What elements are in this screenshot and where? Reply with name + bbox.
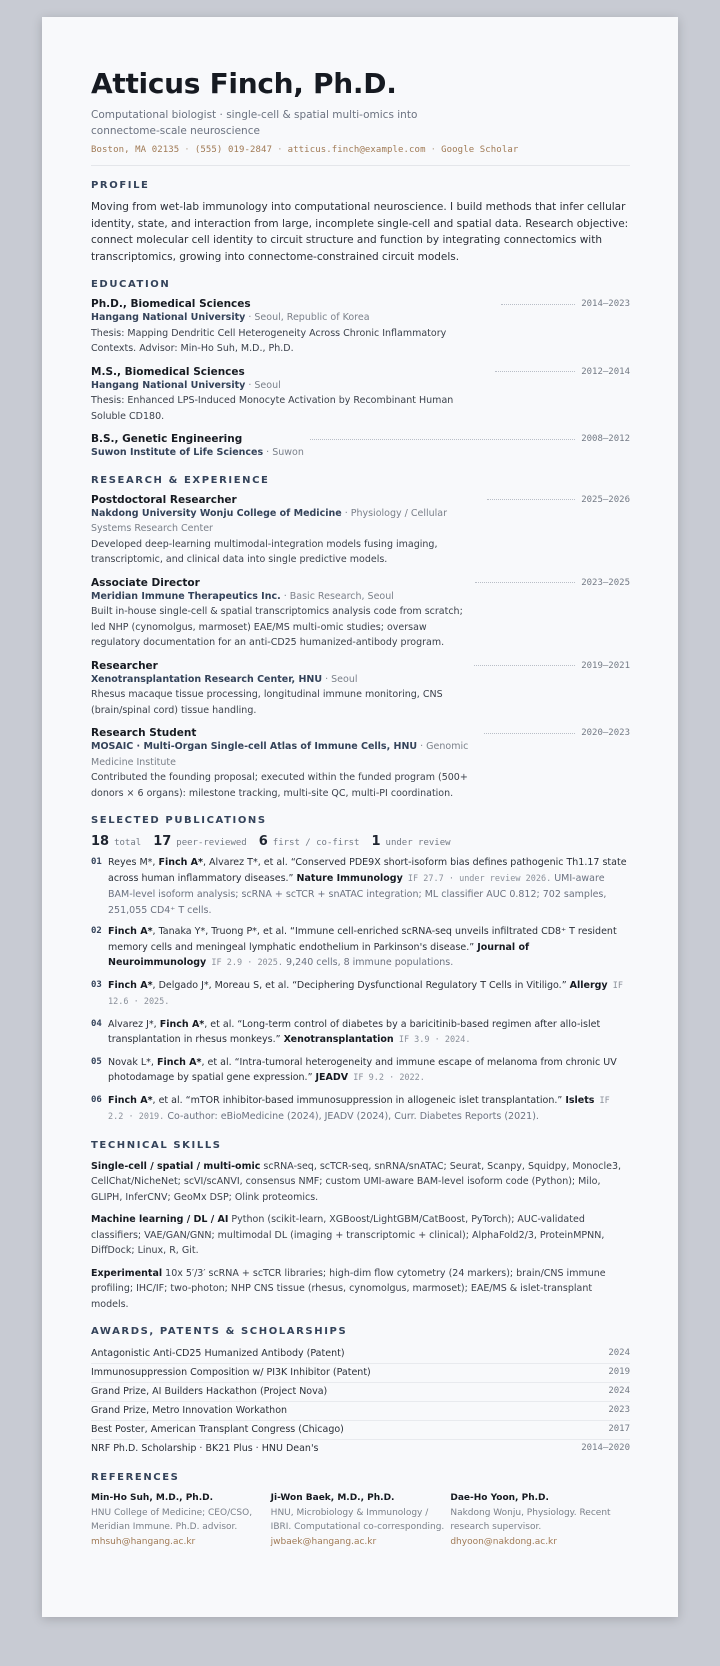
citation-text: , Alvarez T*, et al. “Conserved PDE9X short-isoform bias defines pathogenic Th1.17 state across human inflammatory diseases.” (108, 857, 627, 884)
role-description: Built in-house single-cell & spatial transcriptomics analysis code from scratch; led NHP (cynomolgus, marmoset) EAE/MS multi-omic studies; oversaw regulatory documentation for an anti-CD25 humanized-antibody program. (91, 606, 463, 648)
skill-group (91, 1212, 630, 1259)
reference-card (271, 1491, 451, 1549)
journal-name: Allergy (569, 979, 608, 991)
skill-group (91, 1159, 630, 1206)
award-name: Immunosuppression Composition w/ PI3K Inhibitor (Patent) (91, 1367, 371, 1378)
award-year: 2024 (608, 1348, 630, 1358)
education-entry (91, 433, 630, 461)
journal-name: Xenotransplantation (283, 1034, 394, 1045)
experience-entry (91, 577, 630, 651)
institution: Hangang National University (91, 312, 246, 323)
author-self: Finch A* (108, 979, 153, 991)
organization: MOSAIC · Multi-Organ Single-cell Atlas of Immune Cells, HNU (91, 741, 418, 752)
publication-list (91, 855, 630, 1126)
reference-email-link[interactable]: dhyoon@nakdong.ac.kr (450, 1536, 557, 1547)
citation-text: , Tanaka Y*, Truong P*, et al. “Immune cell-enriched scRNA-seq unveils infiltrated CD8⁺ T resident memory cells and meningeal lymphatic endothelium in Parkinson's disease.” (108, 926, 617, 953)
award-row (91, 1402, 630, 1421)
impact-meta: IF 27.7 · under review 2026. (402, 873, 552, 884)
resume-name: Atticus Finch, Ph.D. (91, 67, 397, 100)
section-title-experience: RESEARCH & EXPERIENCE (91, 474, 270, 486)
experience-entry (91, 660, 630, 719)
skill-text: Python (scikit-learn, XGBoost/LightGBM/CatBoost, PyTorch); AUC-validated classifiers; VAE/GAN/GNN; multimodal DL (imaging + transcriptomic + clinical); AlphaFold2/3, ProteinMPNN, DiffDock; Linux, R, Git. (91, 1214, 605, 1256)
google-scholar-link[interactable]: Google Scholar (441, 145, 519, 155)
skill-text: scRNA-seq, scTCR-seq, snRNA/snATAC; Seurat, Scanpy, Squidpy, Monocle3, CellChat/NicheNet; scVI/scANVI, consensus NMF; custom UMI-aware BAM-level isoform code (Python); Milo, GLIPH, InferCNV; GeoMx DSP; Olink proteomics. (91, 1160, 622, 1203)
reference-description: HNU College of Medicine; CEO/CSO, Meridian Immune. Ph.D. advisor. (91, 1507, 253, 1532)
education-entry (91, 298, 630, 357)
impact-meta: IF 2.9 · 2025. (206, 958, 284, 968)
stat-label: total (114, 838, 142, 848)
impact-meta: IF 2.2 · 2019. (108, 1095, 610, 1122)
leader-line (495, 371, 575, 372)
impact-meta: IF 9.2 · 2022. (348, 1073, 425, 1083)
publication-note: UMI-aware BAM-level isoform analysis; scRNA + scTCR + snATAC integration; ML classifier AUC 0.812; 702 samples, 251,055 CD4⁺ T cells. (108, 872, 607, 916)
references-list (91, 1491, 630, 1549)
stat-label: peer-reviewed (176, 838, 247, 848)
resume-page (42, 17, 678, 1617)
degree-title: M.S., Biomedical Sciences (91, 365, 245, 378)
role-title: Associate Director (91, 576, 200, 589)
publication-stats (91, 834, 630, 849)
publication-item (91, 855, 630, 918)
publication-number: 03 (91, 979, 102, 990)
author-self: Finch A* (159, 1018, 205, 1030)
contact-line (91, 145, 630, 155)
publication-item (91, 978, 630, 1011)
location: · Physiology / Cellular Systems Research Center (91, 507, 447, 534)
skill-label: Machine learning / DL / AI (91, 1214, 229, 1225)
stat-number: 1 (371, 834, 381, 849)
section-title-references: REFERENCES (91, 1472, 180, 1483)
entry-date: 2008–2012 (581, 434, 630, 444)
role-description: Rhesus macaque tissue processing, longitudinal immune monitoring, CNS (brain/spinal cord) tissue handling. (91, 689, 443, 716)
location: · Seoul, Republic of Korea (245, 312, 370, 323)
leader-line (484, 733, 575, 734)
experience-list (91, 494, 630, 802)
award-year: 2019 (608, 1367, 630, 1377)
leader-line (475, 582, 575, 583)
skill-text: 10x 5′/3′ scRNA + scTCR libraries; high-dim flow cytometry (24 markers); brain/CNS immune profiling; IHC/IF; two-photon; NHP CNS tissue (rhesus, cynomolgus, marmoset); EAE/MS & islet-transplant models. (91, 1267, 606, 1310)
section-title-profile: PROFILE (91, 180, 150, 191)
reference-card (91, 1491, 271, 1549)
section-title-publications: SELECTED PUBLICATIONS (91, 815, 267, 826)
location: · Suwon (263, 447, 304, 458)
reference-email-link[interactable]: mhsuh@hangang.ac.kr (91, 1536, 196, 1547)
reference-card (450, 1491, 630, 1549)
authors-before: Reyes M*, (108, 857, 159, 868)
location: · Basic Research, Seoul (280, 590, 394, 602)
citation-text: , et al. “Intra-tumoral heterogeneity and immune escape of melanoma from chronic UV photodamage by spatial gene expression.” (108, 1056, 617, 1083)
impact-meta: IF 3.9 · 2024. (393, 1035, 471, 1045)
skill-label: Single-cell / spatial / multi-omic (91, 1160, 261, 1172)
location: · Genomic Medicine Institute (91, 741, 469, 768)
location: · Seoul (245, 379, 281, 391)
organization: Xenotransplantation Research Center, HNU (91, 673, 323, 685)
experience-entry (91, 727, 630, 801)
entry-date: 2020–2023 (581, 728, 630, 738)
entry-date: 2025–2026 (581, 494, 630, 505)
degree-title: B.S., Genetic Engineering (91, 433, 243, 445)
reference-name: Dae-Ho Yoon, Ph.D. (450, 1493, 549, 1503)
authors-before: Novak L*, (108, 1056, 157, 1068)
award-name: Grand Prize, AI Builders Hackathon (Project Nova) (91, 1386, 328, 1397)
impact-meta: IF 12.6 · 2025. (108, 980, 623, 1007)
role-title: Researcher (91, 659, 158, 672)
education-entry (91, 366, 630, 425)
contact-phone[interactable]: (555) 019-2847 (194, 145, 273, 155)
role-description: Contributed the founding proposal; executed within the funded program (500+ donors × 6 organs): milestone tracking, multi-site QC, multi-PI coordination. (91, 772, 468, 799)
reference-name: Ji-Won Baek, M.D., Ph.D. (270, 1493, 395, 1503)
stat-label: first / co-first (272, 838, 360, 848)
award-year: 2023 (608, 1405, 630, 1415)
organization: Meridian Immune Therapeutics Inc. (91, 590, 281, 602)
separator: · (184, 145, 190, 155)
awards-list (91, 1345, 630, 1458)
stat-number: 17 (153, 834, 172, 849)
section-title-awards: AWARDS, PATENTS & SCHOLARSHIPS (91, 1326, 348, 1337)
author-self: Finch A* (108, 1094, 153, 1106)
stat-label: under review (385, 838, 451, 848)
journal-name: JEADV (315, 1072, 349, 1083)
role-title: Research Student (91, 727, 197, 739)
degree-title: Ph.D., Biomedical Sciences (91, 298, 251, 310)
publication-item (91, 924, 630, 972)
leader-line (474, 665, 575, 666)
award-year: 2017 (608, 1424, 630, 1434)
citation-text: , et al. “mTOR inhibitor-based immunosuppression in allogeneic islet transplantation.” (152, 1094, 566, 1106)
publication-note: 9,240 cells, 8 immune populations. (283, 957, 454, 968)
publication-number: 05 (91, 1056, 102, 1067)
journal-name: Islets (565, 1094, 595, 1106)
entry-date: 2012–2014 (581, 366, 630, 377)
award-year: 2014–2020 (581, 1443, 630, 1453)
experience-entry (91, 494, 630, 568)
reference-description: Nakdong Wonju, Physiology. Recent research supervisor. (450, 1507, 611, 1532)
publication-item (91, 1055, 630, 1087)
award-name: Antagonistic Anti-CD25 Humanized Antibody (Patent) (91, 1348, 345, 1359)
citation-text: , et al. “Long-term control of diabetes by a baricitinib-based regimen after allo-islet transplantation in rhesus monkeys.” (108, 1018, 601, 1045)
award-row (91, 1383, 630, 1402)
contact-email-link[interactable]: atticus.finch@example.com (287, 145, 426, 155)
reference-name: Min-Ho Suh, M.D., Ph.D. (91, 1493, 214, 1503)
skills-list (91, 1159, 630, 1313)
publication-number: 02 (91, 926, 102, 936)
award-row (91, 1421, 630, 1440)
citation-text: , Delgado J*, Moreau S, et al. “Deciphering Dysfunctional Regulatory T Cells in Vitiligo.” (152, 979, 570, 991)
publication-item (91, 1093, 630, 1126)
leader-line (310, 439, 575, 440)
institution: Suwon Institute of Life Sciences (91, 447, 264, 458)
journal-name: Nature Immunology (296, 872, 403, 884)
role-description: Developed deep-learning multimodal-integration models fusing imaging, transcriptomic, and clinical data into single predictive models. (91, 538, 438, 565)
organization: Nakdong University Wonju College of Medicine (91, 507, 342, 519)
entry-date: 2023–2025 (581, 577, 630, 588)
publication-item (91, 1017, 630, 1049)
institution: Hangang National University (91, 379, 246, 391)
thesis-description: Thesis: Mapping Dendritic Cell Heterogeneity Across Chronic Inflammatory Contexts. Advisor: Min-Ho Suh, M.D., Ph.D. (91, 327, 447, 354)
leader-line (501, 304, 576, 305)
author-self: Finch A* (156, 1056, 202, 1068)
publication-number: 04 (91, 1018, 102, 1029)
section-title-education: EDUCATION (91, 279, 171, 290)
thesis-description: Thesis: Enhanced LPS-Induced Monocyte Activation by Recombinant Human Soluble CD180. (91, 395, 454, 422)
publication-note: Co-author: eBioMedicine (2024), JEADV (2024), Curr. Diabetes Reports (2021). (164, 1111, 539, 1122)
author-self: Finch A* (158, 857, 203, 868)
section-title-skills: TECHNICAL SKILLS (91, 1139, 222, 1151)
journal-name: Journal of Neuroimmunology (108, 941, 530, 968)
role-title: Postdoctoral Researcher (91, 493, 237, 506)
award-row (91, 1440, 630, 1458)
entry-date: 2019–2021 (581, 660, 630, 671)
separator: · (430, 145, 437, 155)
publication-number: 01 (91, 857, 102, 867)
stat-number: 6 (258, 834, 268, 849)
tagline: Computational biologist · single-cell & spatial multi-omics into connectome-scale neuroscience (91, 109, 418, 137)
location: · Seoul (322, 673, 358, 685)
award-name: Grand Prize, Metro Innovation Workathon (91, 1405, 288, 1416)
authors-before: Alvarez J*, (108, 1018, 160, 1030)
reference-description: HNU, Microbiology & Immunology / IBRI. Computational co-corresponding. (270, 1507, 445, 1532)
header-divider (91, 165, 630, 166)
education-list (91, 298, 630, 461)
reference-email-link[interactable]: jwbaek@hangang.ac.kr (270, 1536, 377, 1547)
award-name: NRF Ph.D. Scholarship · BK21 Plus · HNU Dean's (91, 1443, 319, 1454)
publication-number: 06 (91, 1094, 102, 1105)
skill-group (91, 1266, 630, 1313)
profile-text: Moving from wet-lab immunology into computational neuroscience. I build methods that infer cellular identity, state, and interaction from large, incomplete single-cell and spatial data. Research objective: connect molecular cell identity to circuit structure and function by integrating connectomics with transcriptomics, growing into connectome-constrained circuit models. (91, 201, 629, 263)
leader-line (487, 499, 575, 500)
award-name: Best Poster, American Transplant Congress (Chicago) (91, 1424, 344, 1435)
entry-date: 2014–2023 (581, 299, 630, 309)
contact-address: Boston, MA 02135 (91, 145, 180, 155)
award-row (91, 1345, 630, 1364)
award-year: 2024 (608, 1386, 630, 1396)
author-self: Finch A* (108, 926, 153, 937)
skill-label: Experimental (91, 1267, 163, 1279)
award-row (91, 1364, 630, 1383)
stat-number: 18 (91, 834, 110, 849)
separator: · (277, 145, 283, 155)
